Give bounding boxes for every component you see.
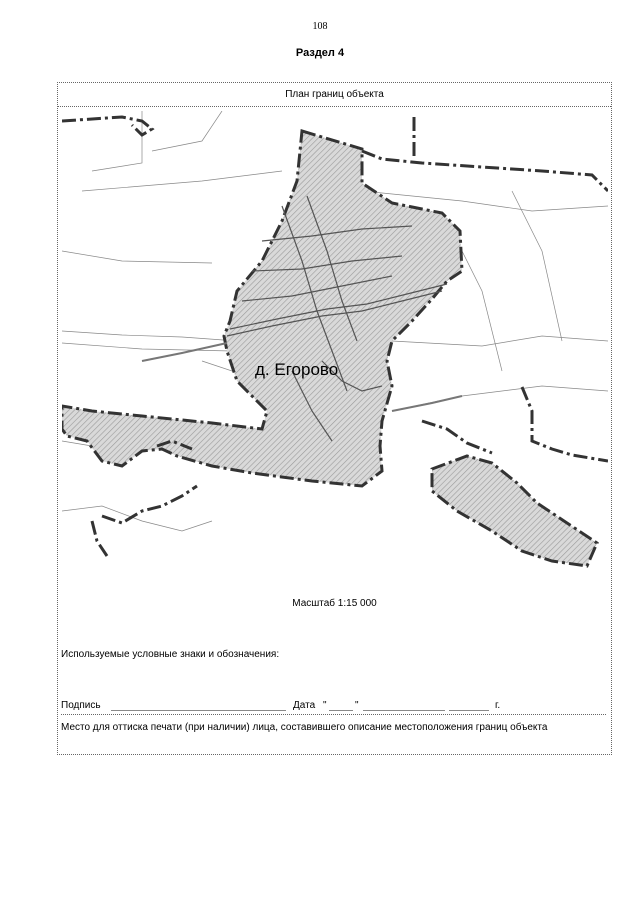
day-blank bbox=[329, 700, 353, 711]
village-name-label: д. Егорово bbox=[255, 360, 339, 379]
map-scale: Масштаб 1:15 000 bbox=[292, 598, 377, 609]
section-title: Раздел 4 bbox=[295, 47, 345, 59]
signature-row bbox=[61, 700, 606, 715]
year-suffix: г. bbox=[495, 700, 501, 711]
plan-header: План границ объекта bbox=[58, 83, 611, 107]
year-blank bbox=[449, 700, 489, 711]
date-label: Дата bbox=[293, 700, 316, 711]
date-quote-open: " bbox=[323, 700, 327, 711]
page-number: 108 bbox=[312, 21, 328, 32]
signature-blank bbox=[111, 700, 286, 711]
southeast-boundary bbox=[432, 456, 597, 566]
boundary-map bbox=[62, 111, 608, 589]
month-blank bbox=[363, 700, 445, 711]
stamp-note: Место для оттиска печати (при наличии) лица, составившего описание местоположения границ объекта bbox=[61, 722, 548, 733]
date-quote-close: " bbox=[355, 700, 359, 711]
plan-frame bbox=[57, 82, 612, 755]
signature-label: Подпись bbox=[61, 700, 101, 711]
map-svg bbox=[62, 111, 608, 589]
village-boundary bbox=[62, 131, 462, 486]
legend-label: Используемые условные знаки и обозначения: bbox=[61, 649, 280, 660]
